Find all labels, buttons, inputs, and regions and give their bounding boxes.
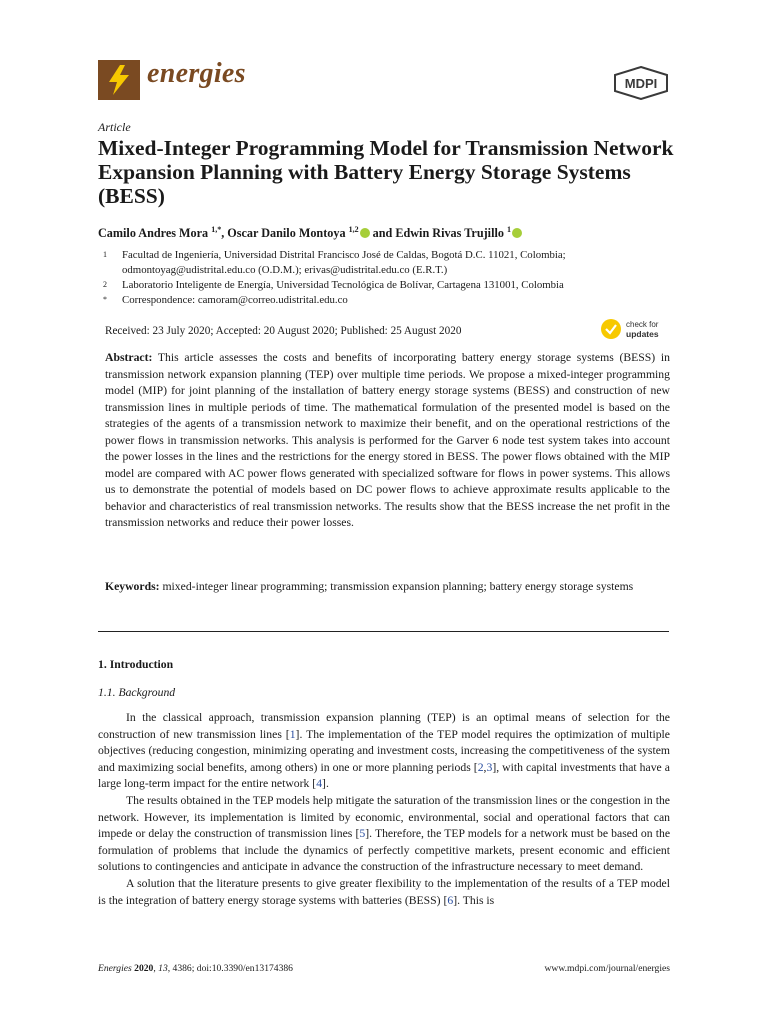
section-heading: 1. Introduction	[98, 658, 174, 671]
journal-url[interactable]: www.mdpi.com/journal/energies	[544, 963, 670, 974]
citation-link[interactable]: 1	[289, 727, 296, 741]
citation-link[interactable]: 4	[316, 777, 323, 791]
check-icon	[601, 319, 621, 339]
article-type: Article	[98, 120, 131, 134]
keywords	[105, 579, 670, 596]
citation-link[interactable]: 2	[477, 760, 484, 774]
citation-link[interactable]: 6	[447, 893, 454, 907]
affiliation-text: Laboratorio Inteligente de Energía, Universidad Tecnológica de Bolívar, Cartagena 131001, Colombia	[122, 279, 564, 291]
affiliation-2	[103, 278, 678, 293]
divider	[98, 631, 669, 632]
author-affiliation-mark: 1,2	[348, 224, 359, 234]
author-name[interactable]: Camilo Andres Mora	[98, 226, 209, 240]
journal-logo	[98, 60, 140, 100]
citation-link[interactable]: 5	[359, 827, 366, 841]
check-for-updates-badge[interactable]	[600, 316, 670, 342]
badge-line1: check for	[626, 320, 659, 329]
author-name[interactable]: Edwin Rivas Trujillo	[395, 226, 504, 240]
affiliation-1	[103, 248, 678, 277]
author-separator: and	[369, 226, 396, 240]
subsection-heading: 1.1. Background	[98, 686, 176, 699]
affiliation-text: Facultad de Ingeniería, Universidad Distrital Francisco José de Caldas, Bogotá D.C. 11021, Colombia; odmontoyag@udistrital.edu.co (O.D.M.); erivas@udistrital.edu.co (E.R.T.)	[122, 249, 566, 276]
orcid-icon[interactable]	[360, 228, 370, 238]
paragraph: A solution that the literature presents to give greater flexibility to the implementation of the results of a TEP model is the integration of battery energy storage systems with batteries (BESS) [6]. This is	[98, 876, 670, 907]
author-list	[98, 226, 678, 241]
author-name[interactable]: Oscar Danilo Montoya	[227, 226, 346, 240]
abstract-label: Abstract:	[105, 351, 153, 364]
body-text	[98, 710, 670, 909]
affiliation-mark: *	[103, 295, 107, 304]
publisher-label: MDPI	[624, 76, 658, 91]
correspondence	[103, 293, 678, 308]
author-affiliation-mark: 1	[506, 224, 511, 234]
affiliation-mark: 1	[103, 250, 107, 259]
citation-footer: Energies 2020, 13, 4386; doi:10.3390/en13174386	[98, 963, 293, 974]
keywords-text: mixed-integer linear programming; transmission expansion planning; battery energy storage systems	[162, 580, 634, 593]
keywords-label: Keywords:	[105, 580, 160, 593]
lightning-icon	[98, 60, 140, 100]
author-separator: ,	[221, 226, 228, 240]
citation-link[interactable]: 3	[486, 760, 493, 774]
affiliation-mark: 2	[103, 280, 107, 289]
paragraph: The results obtained in the TEP models help mitigate the saturation of the transmission lines or the congestion in the network. However, its implementation is limited by economic, environmental, social and operational factors that can impede or delay the construction of transmission lines [5]. Therefore, the TEP models for a network must be based on the formulation of problems that include the dynamics of perfectly competitive markets, present economic and efficient solutions to contingencies and anticipate in advance the construction of the infrastructure necessary to meet demand.	[98, 793, 671, 874]
publication-dates: Received: 23 July 2020; Accepted: 20 August 2020; Published: 25 August 2020	[105, 325, 462, 337]
mdpi-logo[interactable]	[613, 66, 669, 100]
journal-name[interactable]: energies	[147, 58, 246, 89]
badge-line2: updates	[626, 329, 659, 339]
correspondence-text: Correspondence: camoram@correo.udistrital.edu.co	[122, 294, 348, 306]
abstract-text: This article assesses the costs and benefits of incorporating battery energy storage systems (BESS) in transmission network expansion planning (TEP) over multiple time periods. We propose a mixed-integer programming model (MIP) for joint planning of the installation of battery energy storage systems (BESS) and construction of new transmission lines in multiple periods of time. The mathematical formulation of the presented model is based on the strategies of the agents of a transmission network to maximize their benefit, and on the operational restrictions of the power flows in transmission networks. This analysis is performed for the Garver 6 node test system takes into account the power losses in the lines and the restrictions for the energy stored in BESS. The power flows obtained with the MIP model are compared with AC power flows generated with specialized software for flows in power systems. This allows us to demonstrate the potential of models based on DC power flows to achieve approximate results applicable to the behavior and characteristics of real transmission networks. The results show that the BESS increase the net profit in the transmission networks and reduce their power losses.	[105, 351, 670, 529]
abstract	[105, 350, 670, 532]
paragraph: In the classical approach, transmission expansion planning (TEP) is an optimal means of selection for the construction of new transmission lines [1]. The implementation of the TEP model requires the optimization of multiple objectives (reducing congestion, minimizing operating and investment costs, increasing the competitiveness of the system and maximizing social benefits, among others) in one or more planning periods [2,3], with capital investments that have a large long-term impact for the entire network [4].	[98, 711, 670, 791]
author-affiliation-mark: 1,*	[211, 224, 222, 234]
paper-title: Mixed-Integer Programming Model for Transmission Network Expansion Planning with Battery Energy Storage Systems (BESS)	[98, 136, 674, 208]
orcid-icon[interactable]	[512, 228, 522, 238]
